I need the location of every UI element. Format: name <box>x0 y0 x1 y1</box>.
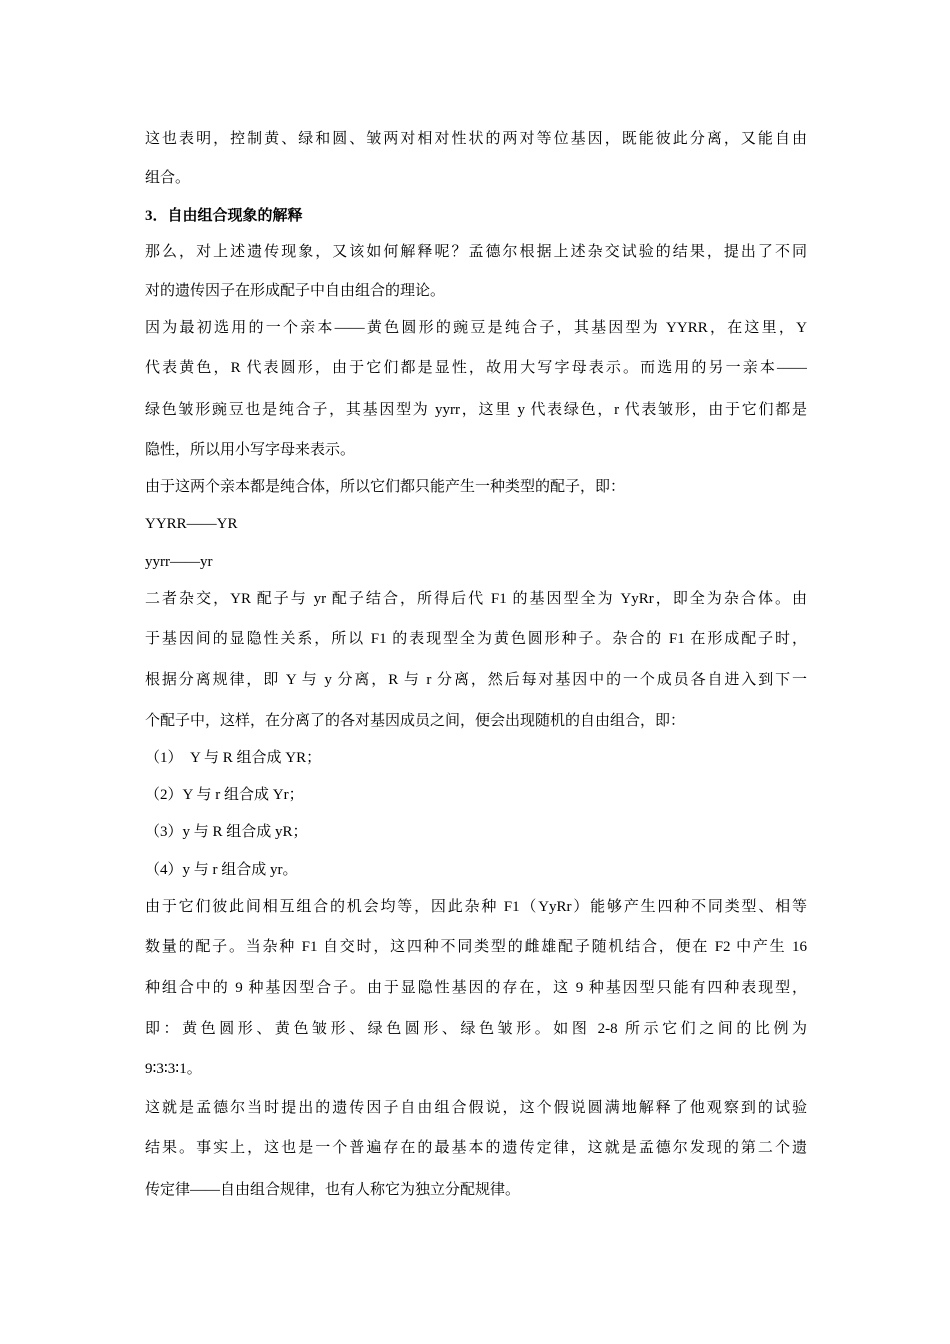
body-text-line: 由于它们彼此间相互组合的机会均等，因此杂种 F1（YyRr）能够产生四种不同类型、相等 <box>145 899 807 915</box>
list-item: （4）y 与 r 组合成 yr。 <box>145 862 298 878</box>
body-text-line: 对的遗传因子在形成配子中自由组合的理论。 <box>145 283 446 299</box>
body-text-line: 隐性，所以用小写字母来表示。 <box>145 442 356 458</box>
body-text-line: yyrr——yr <box>145 554 213 570</box>
body-text-line: 那么，对上述遗传现象，又该如何解释呢？孟德尔根据上述杂交试验的结果，提出了不同 <box>145 244 807 260</box>
body-text-line: 这也表明，控制黄、绿和圆、皱两对相对性状的两对等位基因，既能彼此分离，又能自由 <box>145 131 807 147</box>
body-text-line: 由于这两个亲本都是纯合体，所以它们都只能产生一种类型的配子，即： <box>145 479 626 495</box>
body-text-line: 数量的配子。当杂种 F1 自交时，这四种不同类型的雌雄配子随机结合，便在 F2 中产生 16 <box>145 939 807 955</box>
body-text-line: 因为最初选用的一个亲本——黄色圆形的豌豆是纯合子，其基因型为 YYRR，在这里，Y <box>145 320 807 336</box>
body-text-line: 组合。 <box>145 170 191 186</box>
body-text-line: 9∶3∶3∶1。 <box>145 1061 202 1077</box>
list-item: （3）y 与 R 组合成 yR； <box>145 824 308 840</box>
list-item: （2）Y 与 r 组合成 Yr； <box>145 787 304 803</box>
body-text-line: 于基因间的显隐性关系，所以 F1 的表现型全为黄色圆形种子。杂合的 F1 在形成配子时， <box>145 631 807 647</box>
body-text-line: 二者杂交，YR 配子与 yr 配子结合，所得后代 F1 的基因型全为 YyRr，即全为杂合体。由 <box>145 591 807 607</box>
body-text-line: 绿色皱形豌豆也是纯合子，其基因型为 yyrr，这里 y 代表绿色，r 代表皱形，由于它们都是 <box>145 402 807 418</box>
body-text-line: 传定律——自由组合规律，也有人称它为独立分配规律。 <box>145 1182 521 1198</box>
section-heading: 3．自由组合现象的解释 <box>145 208 303 224</box>
body-text-line: 结果。事实上，这也是一个普遍存在的最基本的遗传定律，这就是孟德尔发现的第二个遗 <box>145 1140 807 1156</box>
body-text-line: 即：黄色圆形、黄色皱形、绿色圆形、绿色皱形。如图 2-8 所示它们之间的比例为 <box>145 1021 807 1037</box>
list-item: （1） Y 与 R 组合成 YR； <box>145 750 322 766</box>
body-text-line: 种组合中的 9 种基因型合子。由于显隐性基因的存在，这 9 种基因型只能有四种表现型， <box>145 980 807 996</box>
body-text-line: 根据分离规律，即 Y 与 y 分离，R 与 r 分离，然后每对基因中的一个成员各自进入到下一 <box>145 672 807 688</box>
body-text-line: 代表黄色，R 代表圆形，由于它们都是显性，故用大写字母表示。而选用的另一亲本—— <box>145 360 807 376</box>
body-text-line: YYRR——YR <box>145 516 238 532</box>
body-text-line: 这就是孟德尔当时提出的遗传因子自由组合假说，这个假说圆满地解释了他观察到的试验 <box>145 1100 807 1116</box>
body-text-line: 个配子中，这样，在分离了的各对基因成员之间，便会出现随机的自由组合，即： <box>145 713 686 729</box>
